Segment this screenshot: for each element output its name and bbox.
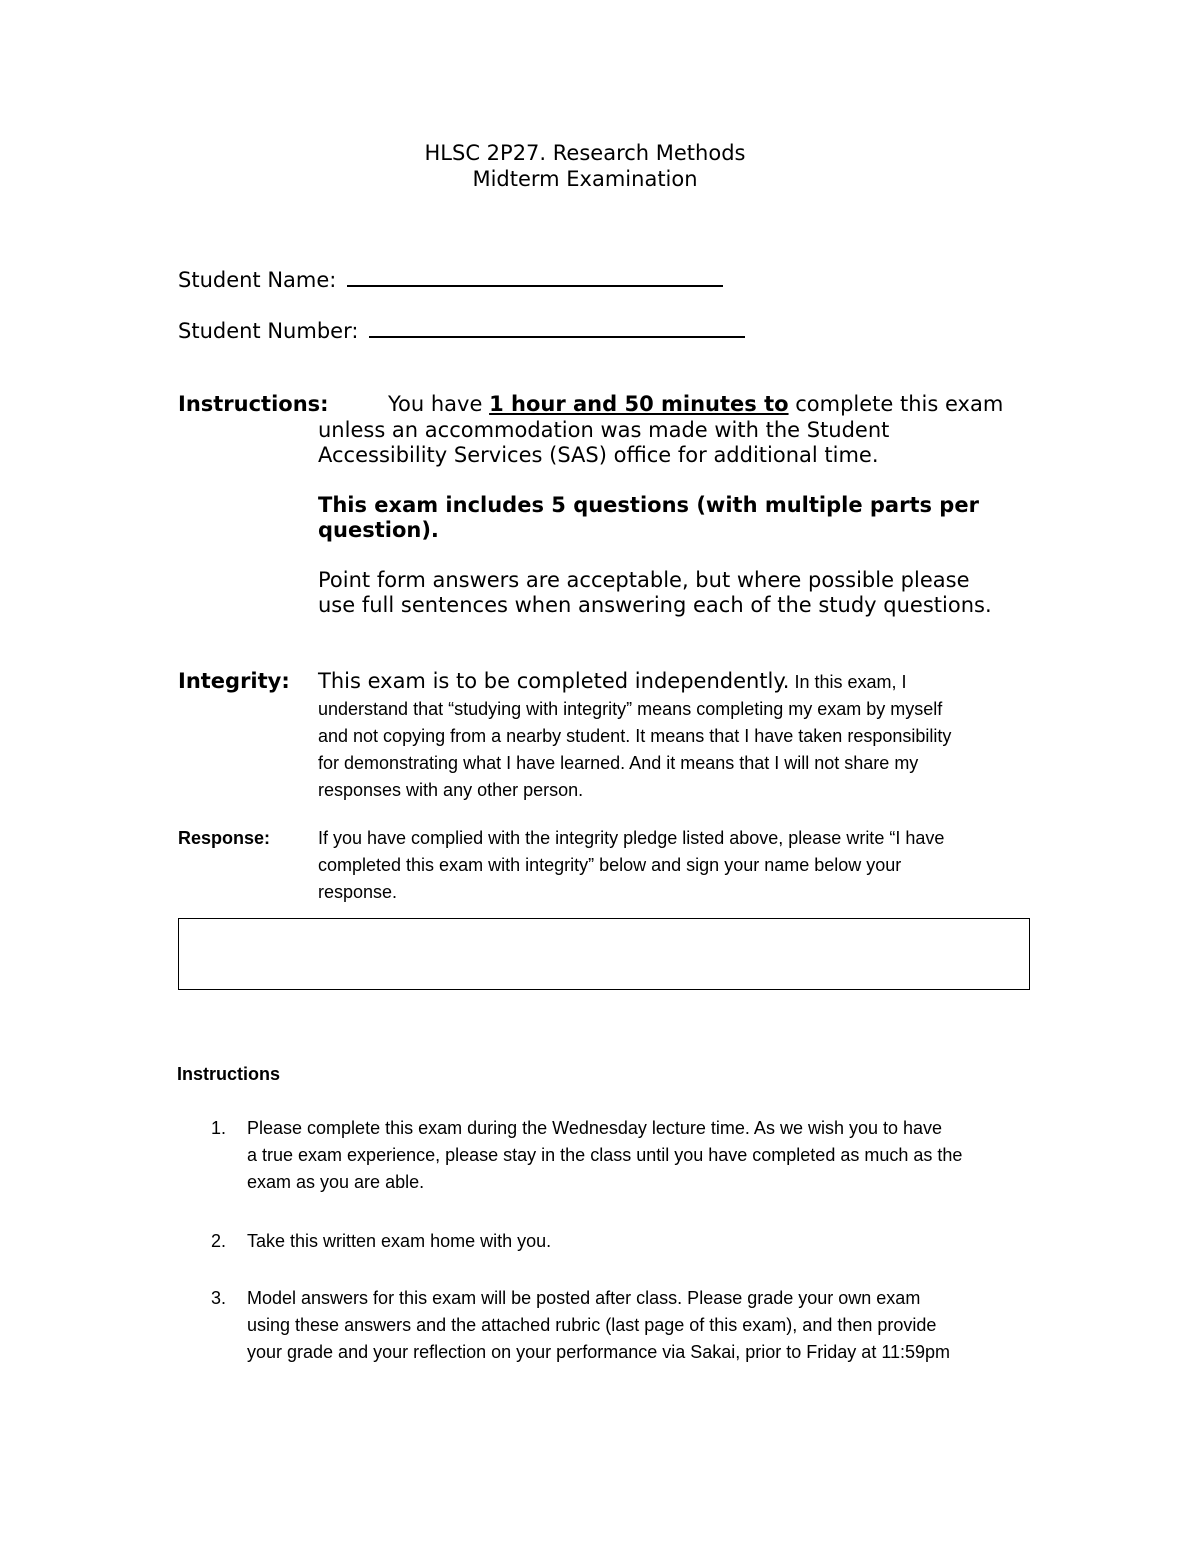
integrity-response-box[interactable] bbox=[178, 918, 1030, 990]
list-item-line: a true exam experience, please stay in the class until you have completed as much as the bbox=[247, 1145, 963, 1165]
student-number-label: Student Number: bbox=[178, 319, 359, 343]
instructions-time-emphasis: 1 hour and 50 minutes to bbox=[489, 392, 789, 416]
response-label: Response: bbox=[178, 828, 271, 848]
question-count-line1: This exam includes 5 questions (with multiple parts per bbox=[318, 493, 979, 517]
exam-subtitle: Midterm Examination bbox=[472, 167, 698, 191]
integrity-line1-tail: In this exam, I bbox=[789, 672, 907, 692]
list-item-line: exam as you are able. bbox=[247, 1172, 425, 1192]
instructions-label: Instructions: bbox=[178, 392, 329, 416]
list-item-number: 2. bbox=[211, 1231, 227, 1251]
question-count-note bbox=[318, 493, 979, 543]
instructions-line3: Accessibility Services (SAS) office for additional time. bbox=[318, 443, 879, 467]
question-count-line2: question). bbox=[318, 518, 439, 542]
point-form-note bbox=[318, 568, 992, 618]
instructions-line1 bbox=[388, 392, 1003, 416]
instructions-continued bbox=[318, 418, 889, 468]
integrity-line3: and not copying from a nearby student. It means that I have taken responsibility bbox=[318, 726, 952, 746]
point-form-line1: Point form answers are acceptable, but where possible please bbox=[318, 568, 970, 592]
integrity-label: Integrity: bbox=[178, 669, 290, 693]
list-item-number: 3. bbox=[211, 1288, 227, 1308]
integrity-line1 bbox=[318, 669, 907, 693]
exam-title: HLSC 2P27. Research Methods bbox=[424, 141, 746, 165]
integrity-line2: understand that “studying with integrity” means completing my exam by myself bbox=[318, 699, 943, 719]
point-form-line2: use full sentences when answering each of the study questions. bbox=[318, 593, 992, 617]
list-item-line: your grade and your reflection on your performance via Sakai, prior to Friday at 11:59pm bbox=[247, 1342, 951, 1362]
student-name-row bbox=[178, 267, 723, 292]
integrity-lead: This exam is to be completed independently. bbox=[318, 669, 790, 693]
list-item-line: Model answers for this exam will be posted after class. Please grade your own exam bbox=[247, 1288, 921, 1308]
list-item bbox=[247, 1285, 950, 1366]
list-item bbox=[247, 1115, 962, 1196]
instructions-text-pre: You have bbox=[388, 392, 490, 416]
list-item-number: 1. bbox=[211, 1118, 227, 1138]
list-item bbox=[247, 1228, 551, 1255]
student-number-field[interactable] bbox=[369, 318, 745, 338]
integrity-line4: for demonstrating what I have learned. And it means that I will not share my bbox=[318, 753, 919, 773]
student-name-field[interactable] bbox=[347, 267, 723, 287]
response-instructions bbox=[318, 825, 944, 906]
instructions-text-post: complete this exam bbox=[788, 392, 1004, 416]
instructions-heading: Instructions bbox=[177, 1064, 281, 1084]
list-item-line: Please complete this exam during the Wednesday lecture time. As we wish you to have bbox=[247, 1118, 943, 1138]
response-line1: If you have complied with the integrity pledge listed above, please write “I have bbox=[318, 828, 945, 848]
integrity-pledge bbox=[318, 696, 951, 804]
student-name-label: Student Name: bbox=[178, 268, 337, 292]
instructions-line2: unless an accommodation was made with the Student bbox=[318, 418, 890, 442]
list-item-line: using these answers and the attached rubric (last page of this exam), and then provide bbox=[247, 1315, 937, 1335]
list-item-line: Take this written exam home with you. bbox=[247, 1231, 552, 1251]
response-line3: response. bbox=[318, 882, 398, 902]
integrity-line5: responses with any other person. bbox=[318, 780, 584, 800]
response-line2: completed this exam with integrity” below and sign your name below your bbox=[318, 855, 902, 875]
student-number-row bbox=[178, 318, 745, 343]
